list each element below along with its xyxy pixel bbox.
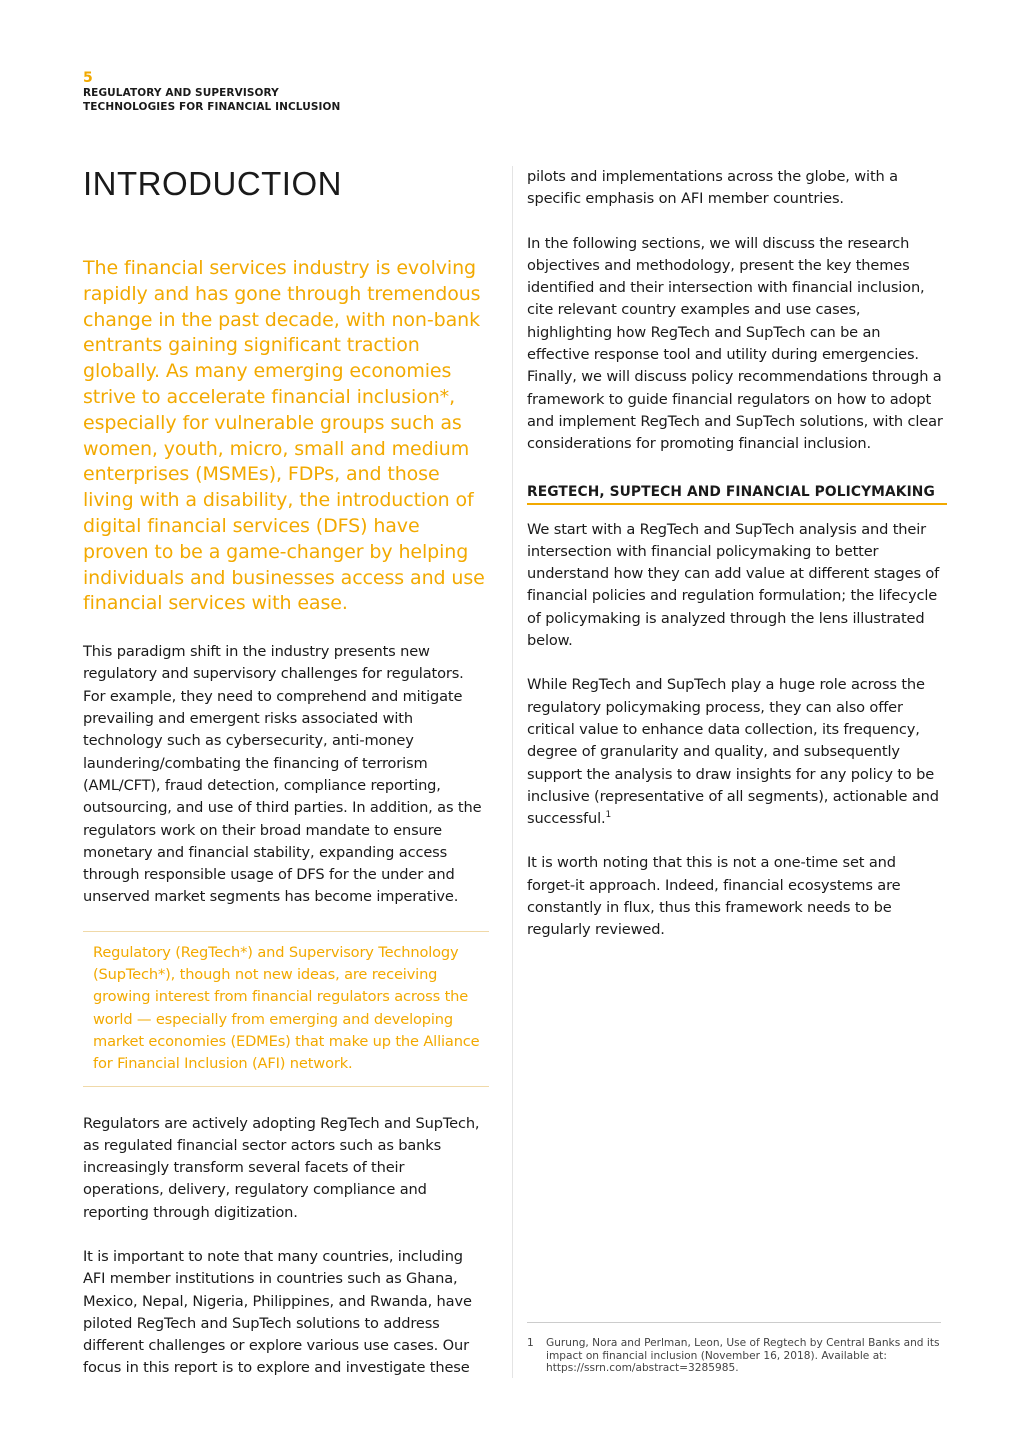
body-paragraph-3: It is important to note that many countries, including AFI member institutions in countries such as Ghana, Mexico, Nepal, Nigeria, Philippines, and Rwanda, have piloted RegTech and SupTech solutions to address different challenges or explore various use cases. Our focus in this report is to explore and investigate these [83,1247,472,1377]
body-paragraph-1: This paradigm shift in the industry presents new regulatory and supervisory challenges for regulators. For example, they need to comprehend and mitigate prevailing and emergent risks associated with technology such as cybersecurity, anti-money laundering/combating the financing of terrorism (AML/CFT), fraud detection, compliance reporting, outsourcing, and use of third parties. In addition, as the regulators work on their broad mandate to ensure monetary and financial stability, expanding access through responsible usage of DFS for the under and unserved market segments has become imperative. [83,643,482,906]
callout-text: Regulatory (RegTech*) and Supervisory Technology (SupTech*), though not new ideas, are receiving growing interest from financial regulators across the world — especially from emerging and developing market economies (EDMEs) that make up the Alliance for Financial Inclusion (AFI) network. [93,943,480,1073]
right-paragraph-3: We start with a RegTech and SupTech analysis and their intersection with financial policymaking to better understand how they can add value at different stages of financial policies and regulation formulation; the lifecycle of policymaking is analyzed through the lens illustrated below. [527,520,940,650]
running-title-line-1: REGULATORY AND SUPERVISORY [83,87,279,99]
right-column [527,166,947,964]
right-paragraph-5: It is worth noting that this is not a one-time set and forget-it approach. Indeed, financial ecosystems are constantly in flux, thus this framework needs to be regularly reviewed. [527,854,901,939]
footnote [527,1337,941,1375]
footnote-reference[interactable]: 1 [605,810,612,821]
left-column [83,160,489,1402]
footnote-text: Gurung, Nora and Perlman, Leon, Use of Regtech by Central Banks and its impact on financial inclusion (November 16, 2018). Available at: https://ssrn.com/abstract=3285985. [546,1337,940,1375]
callout-box [83,931,489,1087]
page-number: 5 [83,70,93,86]
page-header [83,70,340,114]
body-paragraph-2: Regulators are actively adopting RegTech and SupTech, as regulated financial sector actors such as banks increasingly transform several facets of their operations, delivery, regulatory compliance and reporting through digitization. [83,1114,480,1221]
right-paragraph-2: In the following sections, we will discuss the research objectives and methodology, present the key themes identified and their intersection with financial inclusion, cite relevant country examples and use cases, highlighting how RegTech and SupTech can be an effective response tool and utility during emergencies. Finally, we will discuss policy recommendations through a framework to guide financial regulators on how to adopt and implement RegTech and SupTech solutions, with clear considerations for promoting financial inclusion. [527,234,943,453]
right-paragraph-4 [527,674,947,830]
footnote-divider [527,1322,941,1323]
lead-paragraph: The financial services industry is evolving rapidly and has gone through tremendous change in the past decade, with non-bank entrants gaining significant traction globally. As many emerging economies strive to accelerate financial inclusion*, especially for vulnerable groups such as women, youth, micro, small and medium enterprises (MSMEs), FDPs, and those living with a disability, the introduction of digital financial services (DFS) have proven to be a game-changer by helping individuals and businesses access and use financial services with ease. [83,257,485,615]
right-paragraph-1: pilots and implementations across the globe, with a specific emphasis on AFI member countries. [527,168,898,208]
page-title: INTRODUCTION [83,165,342,202]
column-divider [512,166,513,1378]
running-title-line-2: TECHNOLOGIES FOR FINANCIAL INCLUSION [83,101,341,113]
section-heading: REGTECH, SUPTECH AND FINANCIAL POLICYMAKING [527,484,947,505]
right-paragraph-4-text: While RegTech and SupTech play a huge role across the regulatory policymaking process, they can also offer critical value to enhance data collection, its frequency, degree of granularity and quality, and subsequently support the analysis to draw insights for any policy to be inclusive (representative of all segments), actionable and successful. [527,676,939,828]
footnote-number: 1 [527,1337,534,1349]
